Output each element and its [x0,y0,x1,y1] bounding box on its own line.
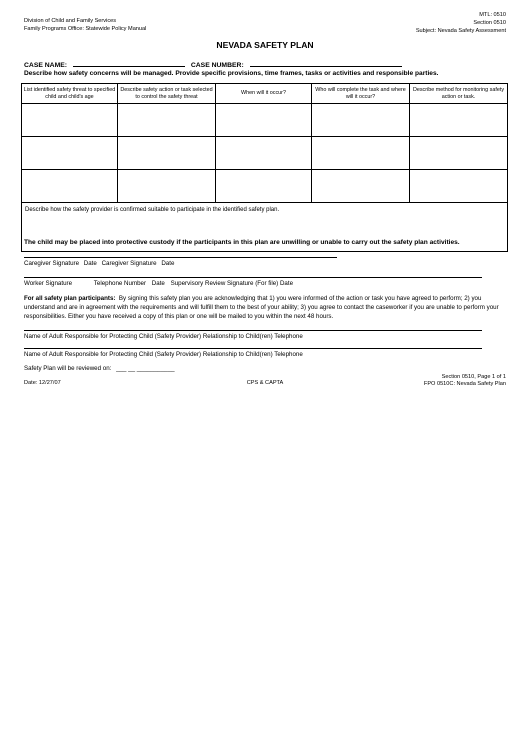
page-title: NEVADA SAFETY PLAN [216,40,314,50]
table-row [22,137,508,170]
table-cell[interactable] [118,104,216,137]
table-cell[interactable] [312,104,410,137]
col-header-threat: List identified safety threat to specified child and child's age [22,84,118,104]
header-subject: Subject: Nevada Safety Assessment [415,28,506,34]
table-cell[interactable] [22,137,118,170]
case-number-field[interactable] [250,59,402,67]
participants-text: By signing this safety plan you are acknowledging that 1) you were informed of the action or task you have agreed to perform; 2) you understand and are in agreement with the requirements and will fulfill them to the best of your ability; 3) you agree to contact the caseworker if you are unable to perform your responsibilities. Either you have received a copy of this plan or one will be mailed to you within the next 48 hours. [24,295,499,320]
participants-acknowledgement [24,294,514,321]
review-date-field[interactable]: ___ __ ___________ [116,365,175,372]
col-header-monitoring: Describe method for monitoring safety action or task. [410,84,508,104]
case-name-label: CASE NAME: [24,62,68,69]
header-mtl: MTL: 0510 [479,12,506,18]
footer-page: Section 0510, Page 1 of 1 [441,374,506,380]
participants-lead: For all safety plan participants: [24,295,116,302]
review-date-label: Safety Plan will be reviewed on: [24,365,112,372]
worker-signature-label: Worker Signature [24,280,73,287]
table-cell[interactable] [410,170,508,203]
caregiver2-date-label: Date [161,260,175,267]
custody-statement: The child may be placed into protective custody if the participants in this plan are unwilling or unable to carry out the safety plan activities. [24,239,460,246]
management-instruction: Describe how safety concerns will be managed. Provide specific provisions, time frames, tasks or activities and responsible parties. [24,70,439,77]
footer-right [424,374,506,388]
header-right [416,11,506,35]
table-cell[interactable] [410,104,508,137]
worker-signature-line[interactable] [24,277,482,278]
table-header-row [22,84,508,104]
footer-date: Date: 12/27/07 [24,380,61,386]
safety-provider-line-1[interactable] [24,330,482,331]
footer-form-id: FPO 0510C: Nevada Safety Plan [423,381,506,387]
caregiver-signature-row [24,260,174,267]
footer-center: CPS & CAPTA [246,380,284,386]
col-header-action: Describe safety action or task selected to control the safety threat [118,84,216,104]
table-row [22,170,508,203]
worker-signature-row [24,280,293,287]
table-cell[interactable] [22,170,118,203]
case-name-field[interactable] [73,59,185,67]
header-division: Division of Child and Family Services [24,18,117,24]
safety-provider-line-2[interactable] [24,348,482,349]
safety-plan-table [21,83,508,252]
review-date-row [24,365,175,372]
caregiver2-signature-label: Caregiver Signature [101,260,157,267]
case-number-label: CASE NUMBER: [190,62,244,69]
safety-provider-label-2: Name of Adult Responsible for Protecting Child (Safety Provider) Relationship to Child(ren) Telephone [24,351,303,358]
caregiver-signature-line[interactable] [24,257,337,258]
caregiver-date-label: Date [83,260,97,267]
table-cell[interactable] [410,137,508,170]
table-row [22,104,508,137]
table-cell[interactable] [118,170,216,203]
table-cell[interactable] [216,170,312,203]
safety-provider-label-1: Name of Adult Responsible for Protecting Child (Safety Provider) Relationship to Child(ren) Telephone [24,333,303,340]
telephone-label: Telephone Number [93,280,147,287]
worker-date-label: Date [151,280,165,287]
supervisory-review-label: Supervisory Review Signature (For file) Date [170,280,294,287]
table-cell[interactable] [216,104,312,137]
col-header-when: When will it occur? [216,84,312,104]
caregiver-signature-label: Caregiver Signature [24,260,80,267]
case-line [24,59,402,69]
header-section: Section 0510 [473,20,506,26]
provider-suitability-prompt: Describe how the safety provider is confirmed suitable to participate in the identified safety plan. [25,207,280,213]
header-left [24,17,146,33]
table-cell[interactable] [118,137,216,170]
header-office: Family Programs Office: Statewide Policy Manual [24,26,147,32]
table-cell[interactable] [22,104,118,137]
table-cell[interactable] [216,137,312,170]
col-header-who: Who will complete the task and where will it occur? [312,84,410,104]
table-cell[interactable] [312,137,410,170]
table-cell[interactable] [312,170,410,203]
